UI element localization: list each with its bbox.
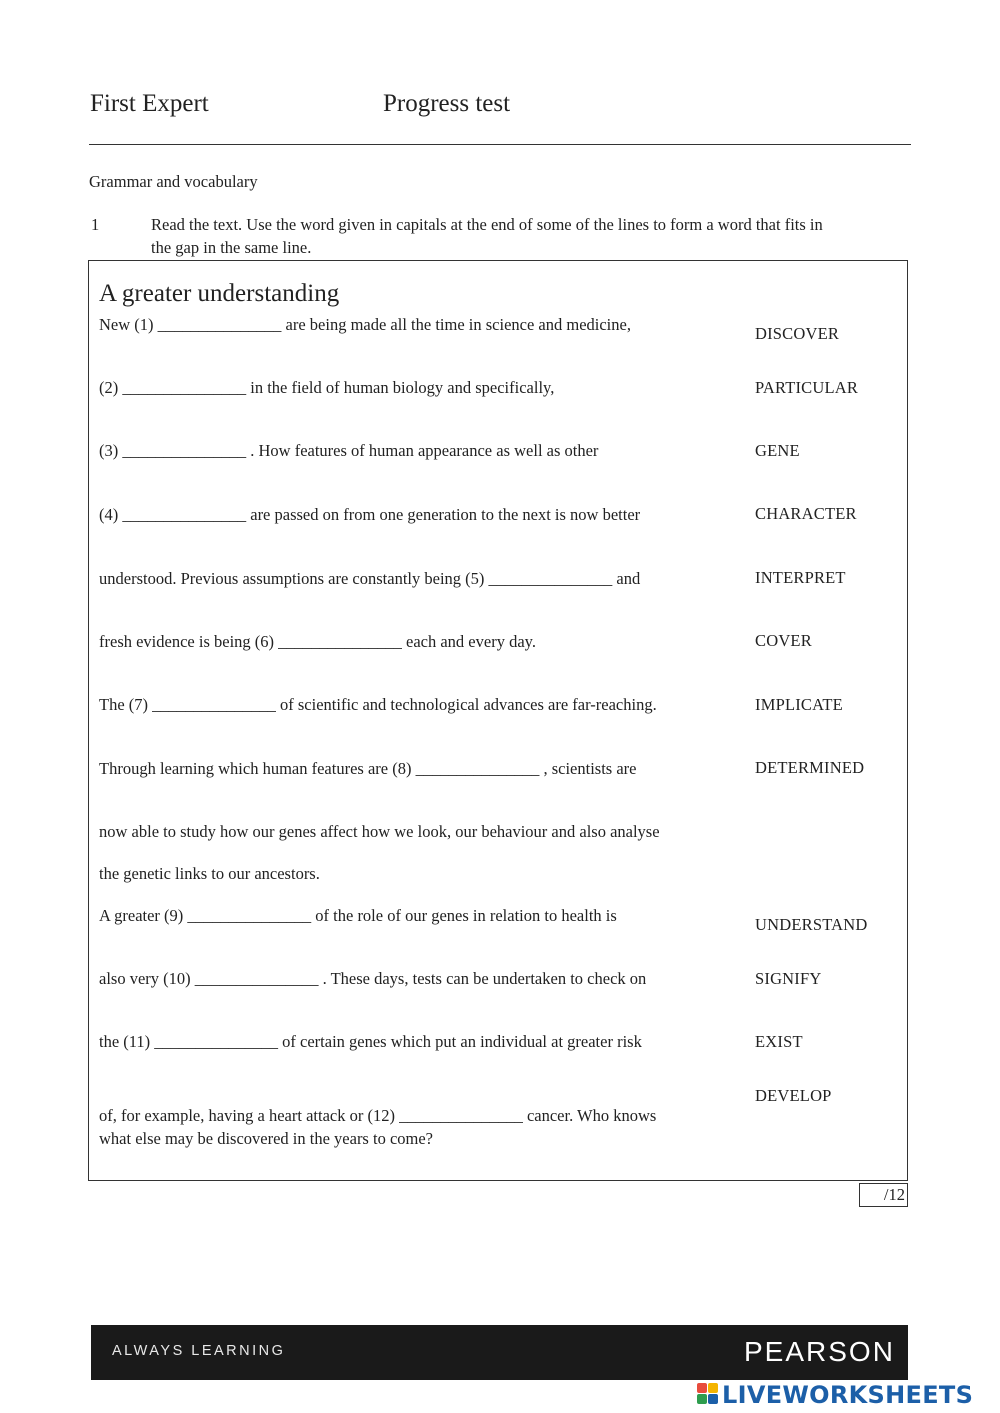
keyword: SIGNIFY	[755, 969, 822, 988]
header-test-title: Progress test	[383, 90, 511, 117]
header-brand: First Expert	[90, 90, 209, 117]
passage-line: (4) _______________ are passed on from one generation to the next is now better	[99, 505, 641, 524]
keyword: UNDERSTAND	[755, 915, 868, 934]
keyword: PARTICULAR	[755, 378, 859, 397]
keyword: CHARACTER	[755, 504, 857, 523]
task-number: 1	[91, 215, 100, 234]
section-label: Grammar and vocabulary	[89, 172, 258, 191]
score-box: /12	[859, 1183, 908, 1207]
footer-slogan: ALWAYS LEARNING	[112, 1343, 286, 1359]
passage-line: The (7) _______________ of scientific and technological advances are far-reaching.	[99, 695, 657, 714]
publisher-logo: PEARSON	[744, 1336, 895, 1367]
keyword: DETERMINED	[755, 758, 865, 777]
keyword: COVER	[755, 631, 812, 650]
passage-title: A greater understanding	[99, 280, 340, 307]
keyword: IMPLICATE	[755, 695, 843, 714]
passage-line: also very (10) _______________ . These days, tests can be undertaken to check on	[99, 969, 647, 988]
passage-line: what else may be discovered in the years to come?	[99, 1129, 433, 1148]
keyword: GENE	[755, 441, 800, 460]
passage-line: now able to study how our genes affect how we look, our behaviour and also analyse	[99, 822, 660, 841]
passage-line: A greater (9) _______________ of the role of our genes in relation to health is	[99, 906, 617, 925]
keyword: DISCOVER	[755, 324, 840, 343]
keyword: DEVELOP	[755, 1086, 832, 1105]
passage-line: (3) _______________ . How features of human appearance as well as other	[99, 441, 599, 460]
task-instruction-line-1: Read the text. Use the word given in capitals at the end of some of the lines to form a word that fits in	[151, 215, 823, 234]
task-instruction-line-2: the gap in the same line.	[151, 238, 312, 257]
liveworksheets-watermark: LIVEWORKSHEETS	[722, 1381, 974, 1409]
passage-line: the (11) _______________ of certain genes which put an individual at greater risk	[99, 1032, 642, 1051]
passage-line: fresh evidence is being (6) _______________ each and every day.	[99, 632, 536, 651]
passage-line: of, for example, having a heart attack or (12) _______________ cancer. Who knows	[99, 1106, 657, 1125]
passage-line: (2) _______________ in the field of human biology and specifically,	[99, 378, 555, 397]
liveworksheets-logo-icon	[697, 1383, 719, 1405]
keyword: EXIST	[755, 1032, 803, 1051]
passage-line: the genetic links to our ancestors.	[99, 864, 320, 883]
passage-line: understood. Previous assumptions are constantly being (5) _______________ and	[99, 569, 641, 588]
header-divider	[89, 144, 911, 145]
passage-line: New (1) _______________ are being made all the time in science and medicine,	[99, 315, 631, 334]
keyword: INTERPRET	[755, 568, 846, 587]
passage-line: Through learning which human features are (8) _______________ , scientists are	[99, 759, 637, 778]
